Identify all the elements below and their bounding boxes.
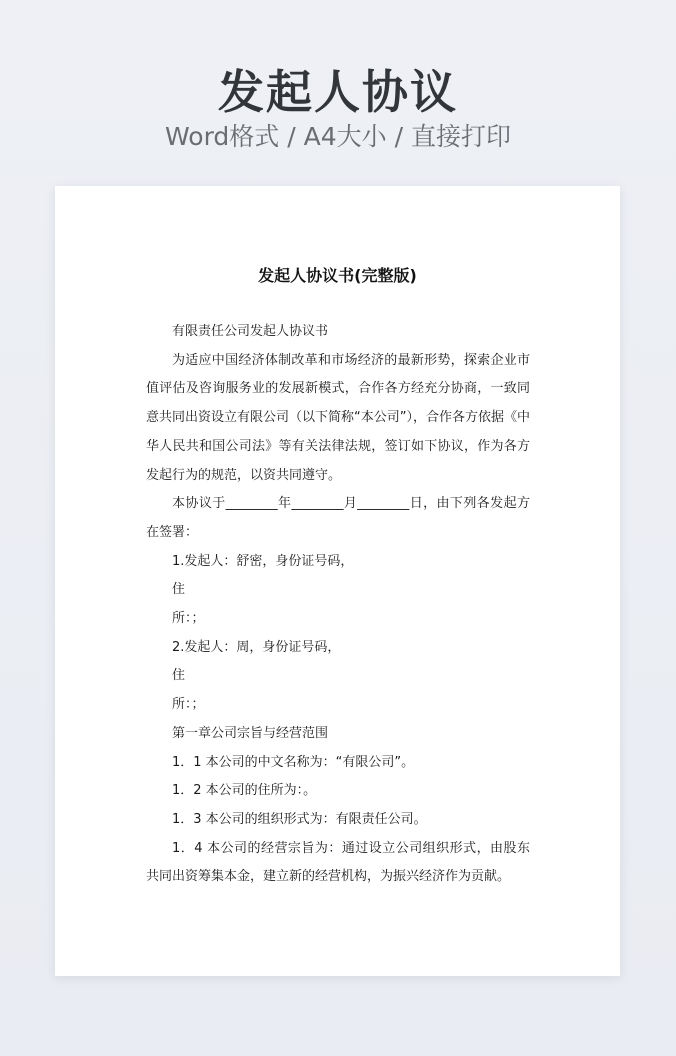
page-subtitle: Word格式 / A4大小 / 直接打印 bbox=[165, 122, 511, 151]
document-paragraph: 为适应中国经济体制改革和市场经济的最新形势，探索企业市值评估及咨询服务业的发展新模式，合作各方经充分协商，一致同意共同出资设立有限公司（以下简称“本公司”），合作各方依据《中华人民共和国公司法》等有关法律法规，签订如下协议，作为各方发起行为的规范，以资共同遵守。 bbox=[146, 352, 530, 483]
document-body bbox=[146, 318, 530, 892]
document-paragraph: 住 bbox=[172, 668, 186, 684]
document-paragraph: 1．1 本公司的中文名称为：“有限公司”。 bbox=[172, 754, 415, 770]
document-paragraph: 有限责任公司发起人协议书 bbox=[172, 324, 329, 339]
document-paragraph: 第一章公司宗旨与经营范围 bbox=[172, 725, 329, 741]
document-paragraph: 所：； bbox=[172, 697, 205, 713]
document-paragraph: 1．2 本公司的住所为：。 bbox=[172, 783, 317, 799]
document-paragraph: 2.发起人：周，身份证号码， bbox=[172, 639, 341, 655]
document-page bbox=[55, 186, 620, 976]
document-title: 发起人协议书(完整版) bbox=[258, 266, 417, 285]
document-paragraph: 1．3 本公司的组织形式为：有限责任公司。 bbox=[172, 811, 427, 827]
document-paragraph: 本协议于________年________月________日，由下列各发起方在签署： bbox=[146, 496, 530, 540]
document-paragraph: 所：； bbox=[172, 611, 205, 627]
document-paragraph: 1.发起人：舒密，身份证号码， bbox=[172, 553, 354, 569]
page-title: 发起人协议 bbox=[218, 65, 458, 119]
document-paragraph: 1．4 本公司的经营宗旨为：通过设立公司组织形式，由股东共同出资筹集本金，建立新的经营机构，为振兴经济作为贡献。 bbox=[146, 840, 530, 885]
document-paragraph: 住 bbox=[172, 582, 186, 598]
